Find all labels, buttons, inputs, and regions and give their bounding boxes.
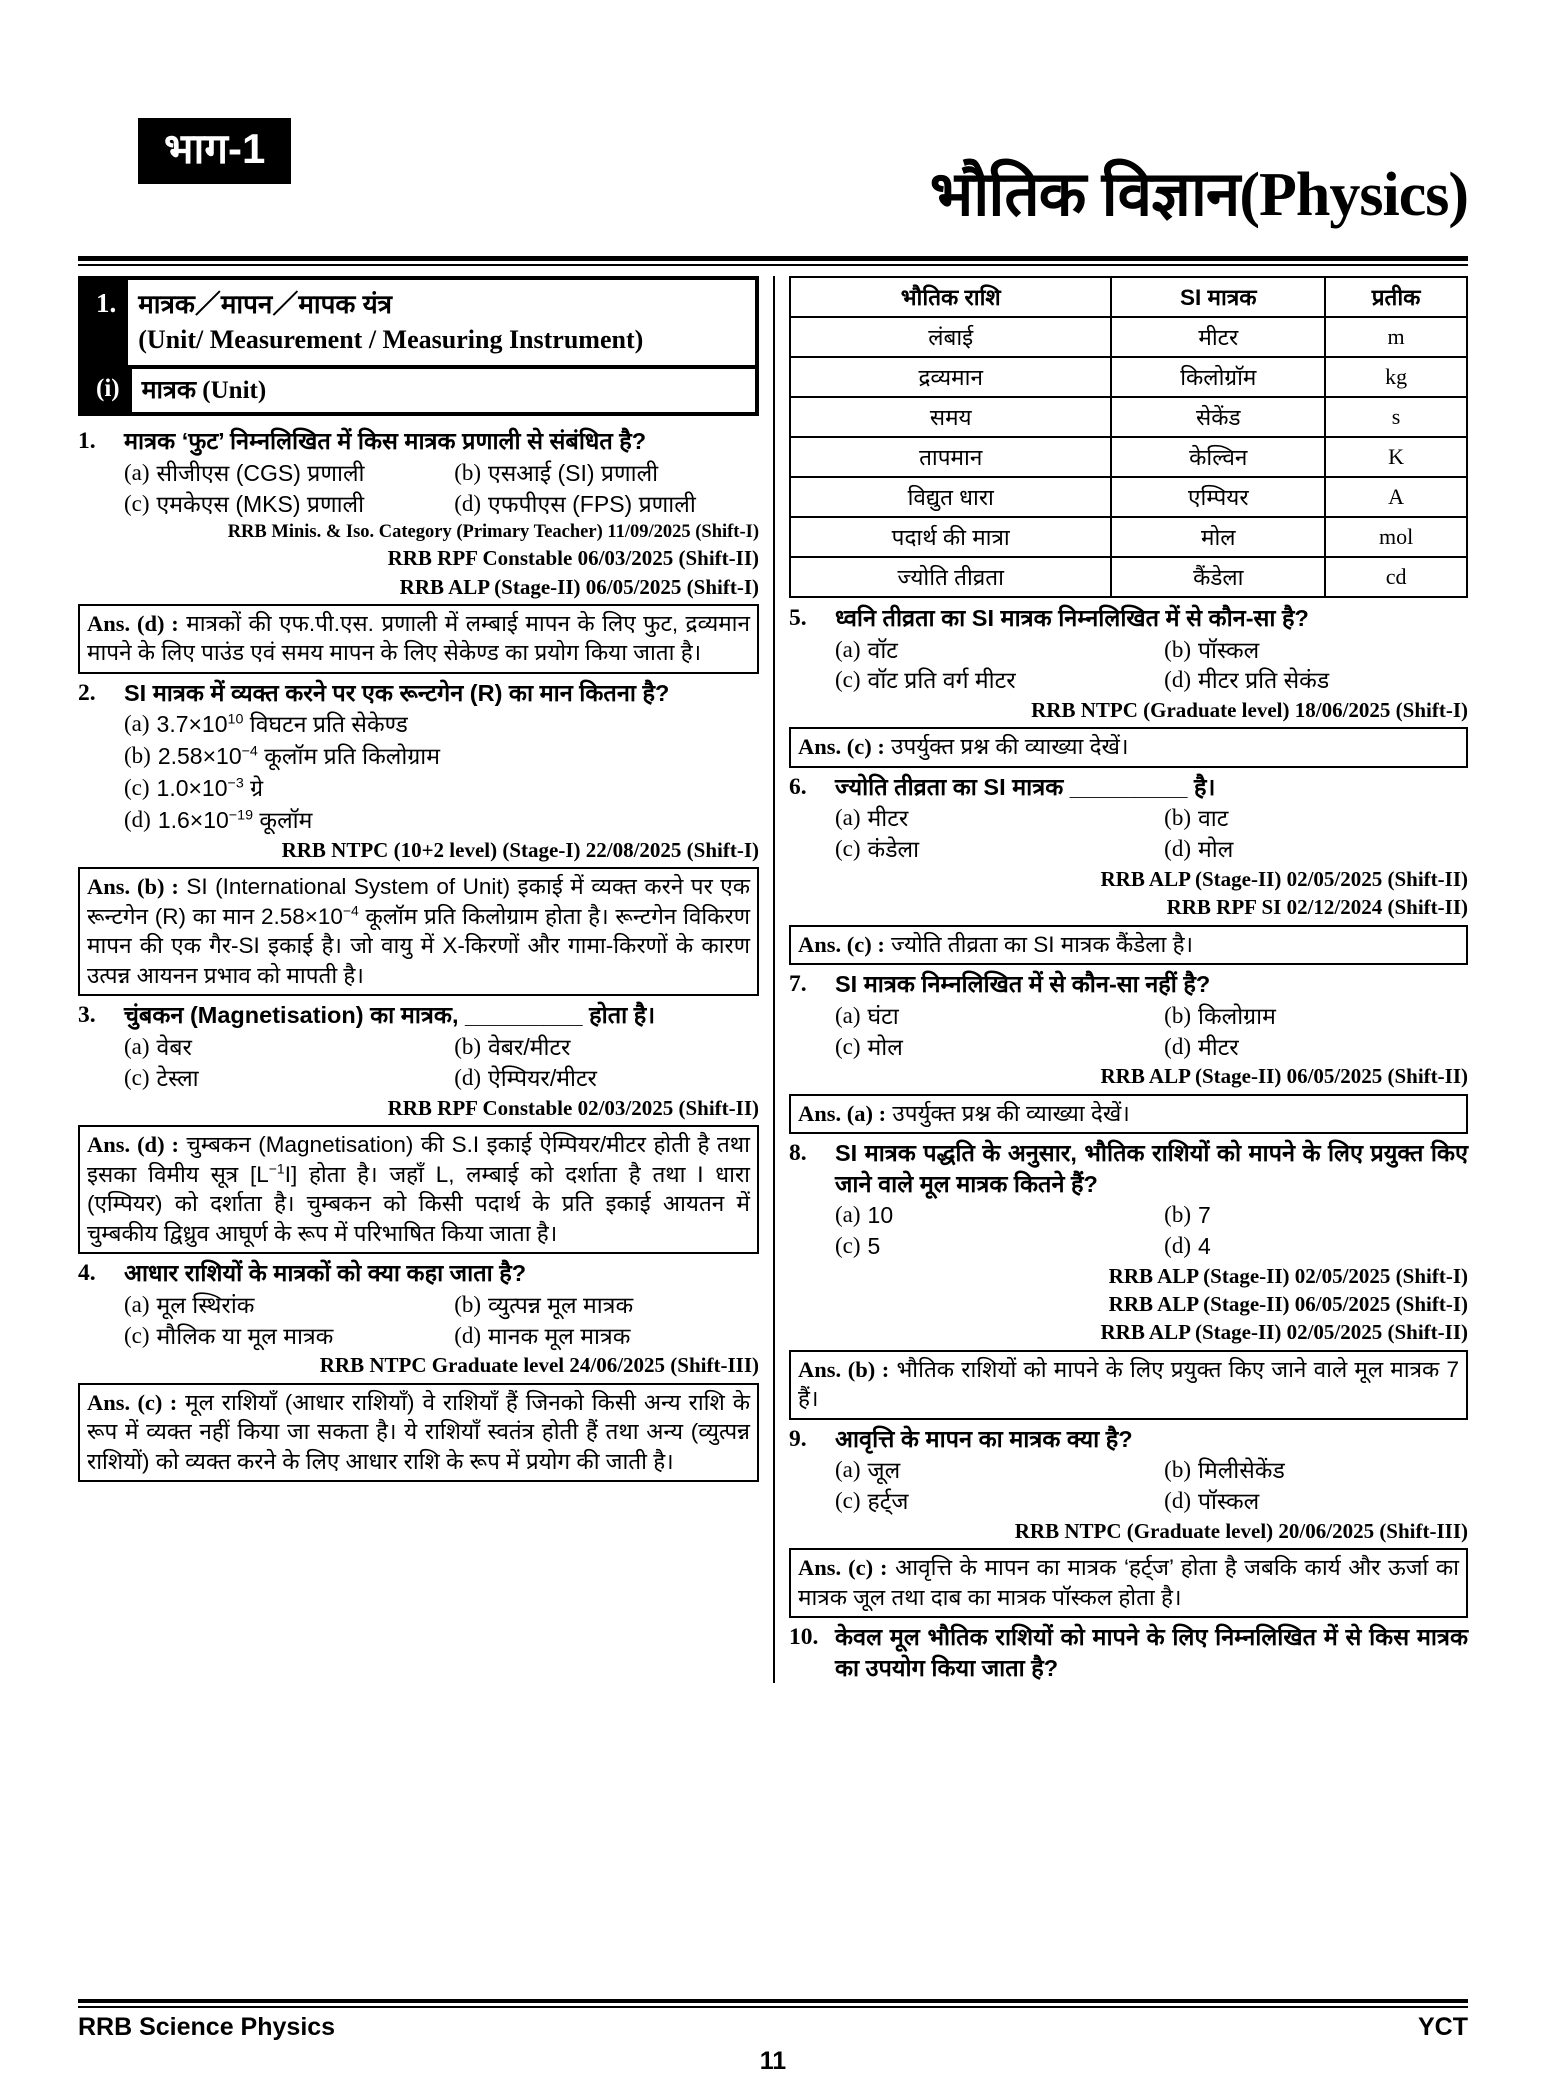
option[interactable] <box>454 1032 759 1063</box>
right-column <box>773 276 1468 1683</box>
option[interactable] <box>124 489 454 520</box>
option-text: ऐम्पियर/मीटर <box>488 1064 597 1091</box>
si-table-cell: m <box>1325 317 1467 357</box>
si-table-cell: cd <box>1325 557 1467 597</box>
answer-label: Ans. (c) : <box>87 1389 178 1415</box>
option-label: (b) <box>454 1291 482 1317</box>
si-table-row <box>790 357 1467 397</box>
option-text: 7 <box>1197 1202 1211 1229</box>
option-text: वॉट प्रति वर्ग मीटर <box>867 667 1016 694</box>
question-text: आधार राशियों के मात्रकों को क्या कहा जाता है? <box>124 1260 527 1287</box>
exam-reference: RRB NTPC (Graduate level) 18/06/2025 (Shift-I) <box>1031 698 1468 723</box>
question-number: 7. <box>789 971 807 998</box>
option-list <box>124 709 759 835</box>
option-text: एमकेएस (MKS) प्रणाली <box>156 490 365 517</box>
answer-box <box>789 1094 1468 1134</box>
option-row <box>124 805 759 836</box>
question-header <box>789 772 1468 803</box>
question-header <box>78 1258 759 1289</box>
option-row <box>835 1200 1468 1231</box>
option-text: एफपीएस (FPS) प्रणाली <box>488 490 696 517</box>
option-label: (a) <box>835 805 861 831</box>
question-header <box>789 969 1468 1000</box>
option[interactable] <box>124 805 759 836</box>
footer-book-title: RRB Science Physics <box>78 2013 336 2041</box>
option[interactable] <box>454 458 759 489</box>
question-text: चुंबकन (Magnetisation) का मात्रक, _________ होता है। <box>124 1002 656 1029</box>
option-label: (c) <box>835 667 861 693</box>
option-list <box>124 1032 759 1094</box>
option[interactable] <box>835 1032 1164 1063</box>
option-list <box>835 1455 1468 1517</box>
option-row <box>124 489 759 520</box>
question-header <box>789 1138 1468 1199</box>
option-label: (d) <box>454 490 482 516</box>
option-text: हर्ट्ज <box>867 1488 909 1515</box>
answer-box <box>789 727 1468 767</box>
option-label: (c) <box>835 1233 861 1259</box>
si-table-cell: विद्युत धारा <box>790 477 1111 517</box>
question-number: 6. <box>789 773 807 800</box>
option-row <box>124 458 759 489</box>
si-table-cell: पदार्थ की मात्रा <box>790 517 1111 557</box>
option[interactable] <box>124 1290 454 1321</box>
question-text: केवल मूल भौतिक राशियों को मापने के लिए निम्नलिखित में से किस मात्रक का उपयोग किया जाता है? <box>835 1624 1468 1681</box>
si-table-cell: ज्योति तीव्रता <box>790 557 1111 597</box>
option-label: (a) <box>835 1457 861 1483</box>
exam-reference: RRB ALP (Stage-II) 06/05/2025 (Shift-I) <box>399 574 759 599</box>
question-header <box>78 1000 759 1031</box>
part-badge: भाग-1 <box>138 118 291 184</box>
question-header <box>789 1424 1468 1455</box>
option[interactable] <box>124 1321 454 1352</box>
option-text: कंडेला <box>867 836 920 863</box>
question-text: ध्वनि तीव्रता का SI मात्रक निम्नलिखित में से कौन-सा है? <box>835 605 1309 631</box>
si-table-cell: केल्विन <box>1111 437 1325 477</box>
exam-reference: RRB RPF SI 02/12/2024 (Shift-II) <box>1166 895 1468 920</box>
option-label: (b) <box>454 1033 482 1059</box>
si-table-row <box>790 517 1467 557</box>
si-table-cell: s <box>1325 397 1467 437</box>
option[interactable] <box>454 1063 759 1094</box>
si-table-cell: एम्पियर <box>1111 477 1325 517</box>
header-divider <box>78 256 1468 266</box>
answer-box <box>78 1383 759 1482</box>
option[interactable] <box>835 1200 1164 1231</box>
option-row <box>835 635 1468 666</box>
si-table-cell: मीटर <box>1111 317 1325 357</box>
exam-reference: RRB ALP (Stage-II) 02/05/2025 (Shift-II) <box>1100 1320 1468 1345</box>
option[interactable] <box>124 741 759 772</box>
option-label: (c) <box>124 1064 150 1090</box>
option-text: व्युत्पन्न मूल मात्रक <box>488 1291 634 1318</box>
question-text: SI मात्रक निम्नलिखित में से कौन-सा नहीं है? <box>835 971 1211 998</box>
si-table-cell: समय <box>790 397 1111 437</box>
option-text: 5 <box>867 1233 881 1260</box>
exam-reference: RRB RPF Constable 06/03/2025 (Shift-II) <box>387 546 759 571</box>
exam-reference: RRB ALP (Stage-II) 02/05/2025 (Shift-I) <box>1108 1263 1468 1288</box>
si-units-table <box>789 276 1468 598</box>
option-text: $2.58\times 10^{-4}$ कूलॉम प्रति किलोग्राम <box>157 743 441 770</box>
page-title-hindi: भौतिक विज्ञान <box>929 160 1240 229</box>
option-label: (a) <box>835 1202 861 1228</box>
answer-text: उपर्युक्त प्रश्न की व्याख्या देखें। <box>891 734 1129 760</box>
option-row <box>835 1001 1468 1032</box>
answer-label: Ans. (d) : <box>87 1131 179 1157</box>
answer-label: Ans. (d) : <box>87 610 179 636</box>
option-text: मोल <box>867 1033 903 1060</box>
answer-text: भौतिक राशियों को मापने के लिए प्रयुक्त किए जाने वाले मूल मात्रक 7 हैं। <box>798 1356 1459 1412</box>
question-text: मात्रक ‘फुट’ निम्नलिखित में किस मात्रक प्रणाली से संबंधित है? <box>124 428 647 455</box>
exam-reference: RRB Minis. & Iso. Category (Primary Teacher) 11/09/2025 (Shift-I) <box>227 522 759 543</box>
option-label: (b) <box>454 459 482 485</box>
option-list <box>124 458 759 520</box>
option-label: (b) <box>124 743 151 769</box>
option[interactable] <box>835 665 1164 696</box>
answer-text: SI (International System of Unit) इकाई में व्यक्त करने पर एक रून्टगेन (R) का मान $2.58\times 10^{-4}$ कूलॉम प्रति किलोग्राम होता है। रून्टगेन विकिरण मापन की एक गैर-SI इकाई है। जो वायु में X-किरणों और गामा-किरणों के कारण उत्पन्न आयनन प्रभाव को मापती है। <box>87 874 750 988</box>
option-text: $3.7\times 10^{10}$ विघटन प्रति सेकेण्ड <box>156 711 408 738</box>
question-text: SI मात्रक में व्यक्त करने पर एक रून्टगेन (R) का मान कितना है? <box>124 679 670 706</box>
question-number: 5. <box>789 605 807 631</box>
question-number: 2. <box>78 679 96 706</box>
option-label: (a) <box>835 1002 861 1028</box>
chapter-title-hindi: मात्रक／मापन／मापक यंत्र <box>138 289 393 319</box>
si-table-header-row <box>790 277 1467 317</box>
page-title-english: (Physics) <box>1239 161 1468 229</box>
option-list <box>835 803 1468 865</box>
answer-text: ज्योति तीव्रता का SI मात्रक कैंडेला है। <box>891 931 1194 957</box>
option-text: 4 <box>1197 1233 1211 1260</box>
option-label: (b) <box>1164 1202 1191 1228</box>
footer-publisher: YCT <box>1418 2013 1468 2041</box>
answer-box <box>78 867 759 996</box>
option[interactable] <box>1164 803 1468 834</box>
option-text: मौलिक या मूल मात्रक <box>156 1322 334 1349</box>
exam-reference: RRB NTPC (Graduate level) 20/06/2025 (Shift-III) <box>1014 1518 1468 1543</box>
option-text: पॉस्कल <box>1197 636 1260 663</box>
si-table-cell: लंबाई <box>790 317 1111 357</box>
exam-reference: RRB NTPC (10+2 level) (Stage-I) 22/08/2025 (Shift-I) <box>281 837 759 862</box>
option-text: मीटर <box>1197 1033 1239 1060</box>
option-row <box>124 1063 759 1094</box>
option[interactable] <box>1164 1455 1468 1486</box>
option[interactable] <box>124 773 759 804</box>
si-table-cell: किलोग्राॅम <box>1111 357 1325 397</box>
chapter-number: 1. <box>82 280 128 365</box>
page-title <box>930 150 1468 234</box>
option[interactable] <box>454 1290 759 1321</box>
option-label: (b) <box>1164 1457 1191 1483</box>
chapter-title-row <box>82 280 755 365</box>
option-label: (a) <box>835 636 861 662</box>
question-block <box>789 772 1468 965</box>
option[interactable] <box>124 1032 454 1063</box>
question-header <box>789 603 1468 634</box>
si-table-row <box>790 477 1467 517</box>
si-table-body <box>790 317 1467 597</box>
question-block <box>789 969 1468 1134</box>
answer-label: Ans. (c) : <box>798 931 885 957</box>
option-label: (d) <box>1164 1488 1191 1514</box>
option-label: (b) <box>1164 636 1191 662</box>
option-text: वॉट <box>867 636 898 663</box>
exam-reference: RRB ALP (Stage-II) 06/05/2025 (Shift-II) <box>1100 1064 1468 1089</box>
si-table-row <box>790 397 1467 437</box>
option-row <box>835 1486 1468 1517</box>
option-row <box>835 1455 1468 1486</box>
answer-label: Ans. (b) : <box>87 874 179 899</box>
question-block <box>78 426 759 674</box>
left-question-list <box>78 426 759 1482</box>
option-row <box>835 1231 1468 1262</box>
question-block <box>789 603 1468 768</box>
option-text: $1.0\times 10^{-3}$ ग्रे <box>156 775 264 802</box>
option-label: (a) <box>124 1291 150 1317</box>
question-number: 4. <box>78 1260 96 1287</box>
option-label: (a) <box>124 711 150 737</box>
question-text: SI मात्रक पद्धति के अनुसार, भौतिक राशियों को मापने के लिए प्रयुक्त किए जाने वाले मूल मात्रक कितने हैं? <box>835 1140 1468 1197</box>
option-row <box>835 665 1468 696</box>
option-list <box>124 1290 759 1352</box>
option-text: टेस्ला <box>156 1064 199 1091</box>
option-text: वेबर <box>156 1033 192 1060</box>
option-label: (c) <box>124 775 150 801</box>
subsection-title: मात्रक (Unit) <box>141 376 267 404</box>
option[interactable] <box>124 1063 454 1094</box>
option-label: (d) <box>454 1064 482 1090</box>
option-text: वाट <box>1197 805 1229 832</box>
option-label: (c) <box>124 1322 150 1348</box>
option[interactable] <box>1164 1001 1468 1032</box>
option[interactable] <box>1164 834 1468 865</box>
option-row <box>124 1290 759 1321</box>
chapter-heading-box <box>78 276 759 416</box>
option[interactable] <box>835 1455 1164 1486</box>
option-row <box>835 834 1468 865</box>
question-text: आवृत्ति के मापन का मात्रक क्या है? <box>835 1425 1133 1452</box>
option-text: घंटा <box>867 1002 899 1029</box>
option-label: (d) <box>1164 836 1191 862</box>
option-row <box>124 1321 759 1352</box>
si-table-cell: कैंडेला <box>1111 557 1325 597</box>
option-text: मूल स्थिरांक <box>156 1291 255 1318</box>
option-text: मोल <box>1197 836 1234 863</box>
option-label: (d) <box>1164 1033 1191 1059</box>
answer-text: आवृत्ति के मापन का मात्रक ‘हर्ट्ज’ होता है जबकि कार्य और ऊर्जा का मात्रक जूल तथा दाब का मात्रक पॉस्कल होता है। <box>798 1555 1460 1610</box>
option-text: जूल <box>867 1457 901 1484</box>
option[interactable] <box>835 635 1164 666</box>
option-row <box>835 1032 1468 1063</box>
option[interactable] <box>835 1001 1164 1032</box>
option-label: (d) <box>1164 1233 1191 1259</box>
question-block <box>78 1258 759 1482</box>
subsection-number: (i) <box>82 369 132 413</box>
answer-box <box>789 1548 1468 1618</box>
question-number: 10. <box>789 1624 819 1651</box>
answer-text: मूल राशियाँ (आधार राशियाँ) वे राशियाँ हैं जिनको किसी अन्य राशि के रूप में व्यक्त नहीं किया जा सकता है। ये राशियाँ स्वतंत्र होती हैं तथा अन्य (व्युत्पन्न राशियों) को व्यक्त करने के लिए आधार राशि के रूप में प्रयोग की जाती है। <box>87 1389 750 1474</box>
si-table-row <box>790 317 1467 357</box>
chapter-title-english: (Unit/ Measurement / Measuring Instrument) <box>138 324 644 354</box>
option-label: (a) <box>124 459 150 485</box>
option[interactable] <box>1164 1486 1468 1517</box>
exam-reference: RRB ALP (Stage-II) 06/05/2025 (Shift-I) <box>1108 1292 1468 1317</box>
si-table-header-0: भौतिक राशि <box>790 277 1111 317</box>
option-text: 10 <box>867 1202 894 1229</box>
si-table-cell: A <box>1325 477 1467 517</box>
si-table-header-2: प्रतीक <box>1325 277 1467 317</box>
option[interactable] <box>124 458 454 489</box>
question-block <box>78 678 759 996</box>
si-table-cell: द्रव्यमान <box>790 357 1111 397</box>
footer-page-number: 11 <box>759 2047 787 2075</box>
option-label: (c) <box>835 1033 861 1059</box>
question-number: 1. <box>78 428 96 455</box>
document-page <box>0 100 1546 2100</box>
option-label: (b) <box>1164 805 1191 831</box>
answer-label: Ans. (a) : <box>798 1100 887 1126</box>
si-table-cell: सेकेंड <box>1111 397 1325 437</box>
answer-box <box>78 604 759 674</box>
answer-text: चुम्बकन (Magnetisation) की S.I इकाई ऐम्पियर/मीटर होती है तथा इसका विमीय सूत्र $[L^{-1}I]$ होता है। जहाँ L, लम्बाई को दर्शाता है तथा I धारा (एम्पियर) को दर्शाता है। चुम्बकन को किसी पदार्थ के प्रति इकाई आयतन में चुम्बकीय द्विध्रुव आघूर्ण के रूप में परिभाषित किया जाता है। <box>87 1131 750 1246</box>
option[interactable] <box>1164 1032 1468 1063</box>
content-columns <box>78 276 1468 1683</box>
option-text: सीजीएस (CGS) प्रणाली <box>156 459 365 486</box>
question-header <box>789 1622 1468 1683</box>
option-label: (a) <box>124 1033 150 1059</box>
chapter-title <box>128 280 755 365</box>
page-footer <box>78 1999 1468 2075</box>
si-table-cell: तापमान <box>790 437 1111 477</box>
answer-box <box>78 1125 759 1254</box>
answer-box <box>789 925 1468 965</box>
question-block <box>789 1138 1468 1420</box>
option-list <box>835 1200 1468 1262</box>
option-list <box>835 1001 1468 1063</box>
answer-text: उपर्युक्त प्रश्न की व्याख्या देखें। <box>892 1100 1130 1126</box>
option-text: मिलीसेकेंड <box>1197 1457 1285 1484</box>
si-table-header-1: SI मात्रक <box>1111 277 1325 317</box>
question-block <box>789 1424 1468 1618</box>
question-header <box>78 426 759 457</box>
answer-label: Ans. (b) : <box>798 1356 890 1382</box>
option-text: पॉस्कल <box>1197 1488 1260 1515</box>
option-label: (c) <box>835 836 861 862</box>
option-row <box>835 803 1468 834</box>
option-row <box>124 773 759 804</box>
option[interactable] <box>124 709 759 740</box>
question-block <box>78 1000 759 1254</box>
option-text: $1.6\times 10^{-19}$ कूलॉम <box>157 806 313 833</box>
question-block <box>789 1622 1468 1683</box>
si-table-cell: mol <box>1325 517 1467 557</box>
option-label: (c) <box>124 490 150 516</box>
option-row <box>124 1032 759 1063</box>
exam-reference: RRB ALP (Stage-II) 02/05/2025 (Shift-II) <box>1100 867 1468 892</box>
option[interactable] <box>1164 635 1468 666</box>
option[interactable] <box>454 489 759 520</box>
option-text: एसआई (SI) प्रणाली <box>488 459 659 486</box>
answer-label: Ans. (c) : <box>798 734 885 760</box>
option-label: (b) <box>1164 1002 1191 1028</box>
option[interactable] <box>835 834 1164 865</box>
chapter-subsection-row <box>82 369 755 413</box>
option[interactable] <box>454 1321 759 1352</box>
option[interactable] <box>835 1486 1164 1517</box>
option[interactable] <box>1164 1200 1468 1231</box>
si-table-cell: K <box>1325 437 1467 477</box>
si-table-row <box>790 437 1467 477</box>
option[interactable] <box>835 803 1164 834</box>
option[interactable] <box>1164 1231 1468 1262</box>
question-header <box>78 678 759 709</box>
option-text: मानक मूल मात्रक <box>488 1322 631 1349</box>
answer-label: Ans. (c) : <box>798 1555 888 1581</box>
question-number: 8. <box>789 1140 807 1167</box>
right-question-list <box>789 603 1468 1683</box>
si-table-cell: मोल <box>1111 517 1325 557</box>
option-text: किलोग्राम <box>1197 1002 1276 1029</box>
left-column <box>78 276 773 1683</box>
option-label: (d) <box>124 806 151 832</box>
si-table-row <box>790 557 1467 597</box>
option-label: (d) <box>454 1322 482 1348</box>
option-label: (c) <box>835 1488 861 1514</box>
question-number: 9. <box>789 1425 807 1452</box>
option-row <box>124 709 759 740</box>
question-text: ज्योति तीव्रता का SI मात्रक _________ है। <box>835 773 1216 800</box>
option-text: वेबर/मीटर <box>488 1033 571 1060</box>
page-header <box>58 100 1488 250</box>
answer-text: मात्रकों की एफ.पी.एस. प्रणाली में लम्बाई मापन के लिए फुट, द्रव्यमान मापने के लिए पाउंड एवं समय मापन के लिए सेकेण्ड का प्रयोग किया जाता है। <box>87 610 751 666</box>
option-text: मीटर प्रति सेकंड <box>1197 667 1330 694</box>
exam-reference: RRB NTPC Graduate level 24/06/2025 (Shift-III) <box>319 1353 759 1378</box>
question-number: 3. <box>78 1002 96 1029</box>
exam-reference: RRB RPF Constable 02/03/2025 (Shift-II) <box>387 1095 759 1120</box>
option-text: मीटर <box>867 805 909 832</box>
option-list <box>835 635 1468 697</box>
option-row <box>124 741 759 772</box>
answer-box <box>789 1350 1468 1420</box>
option[interactable] <box>1164 665 1468 696</box>
si-table-cell: kg <box>1325 357 1467 397</box>
option[interactable] <box>835 1231 1164 1262</box>
option-label: (d) <box>1164 667 1191 693</box>
